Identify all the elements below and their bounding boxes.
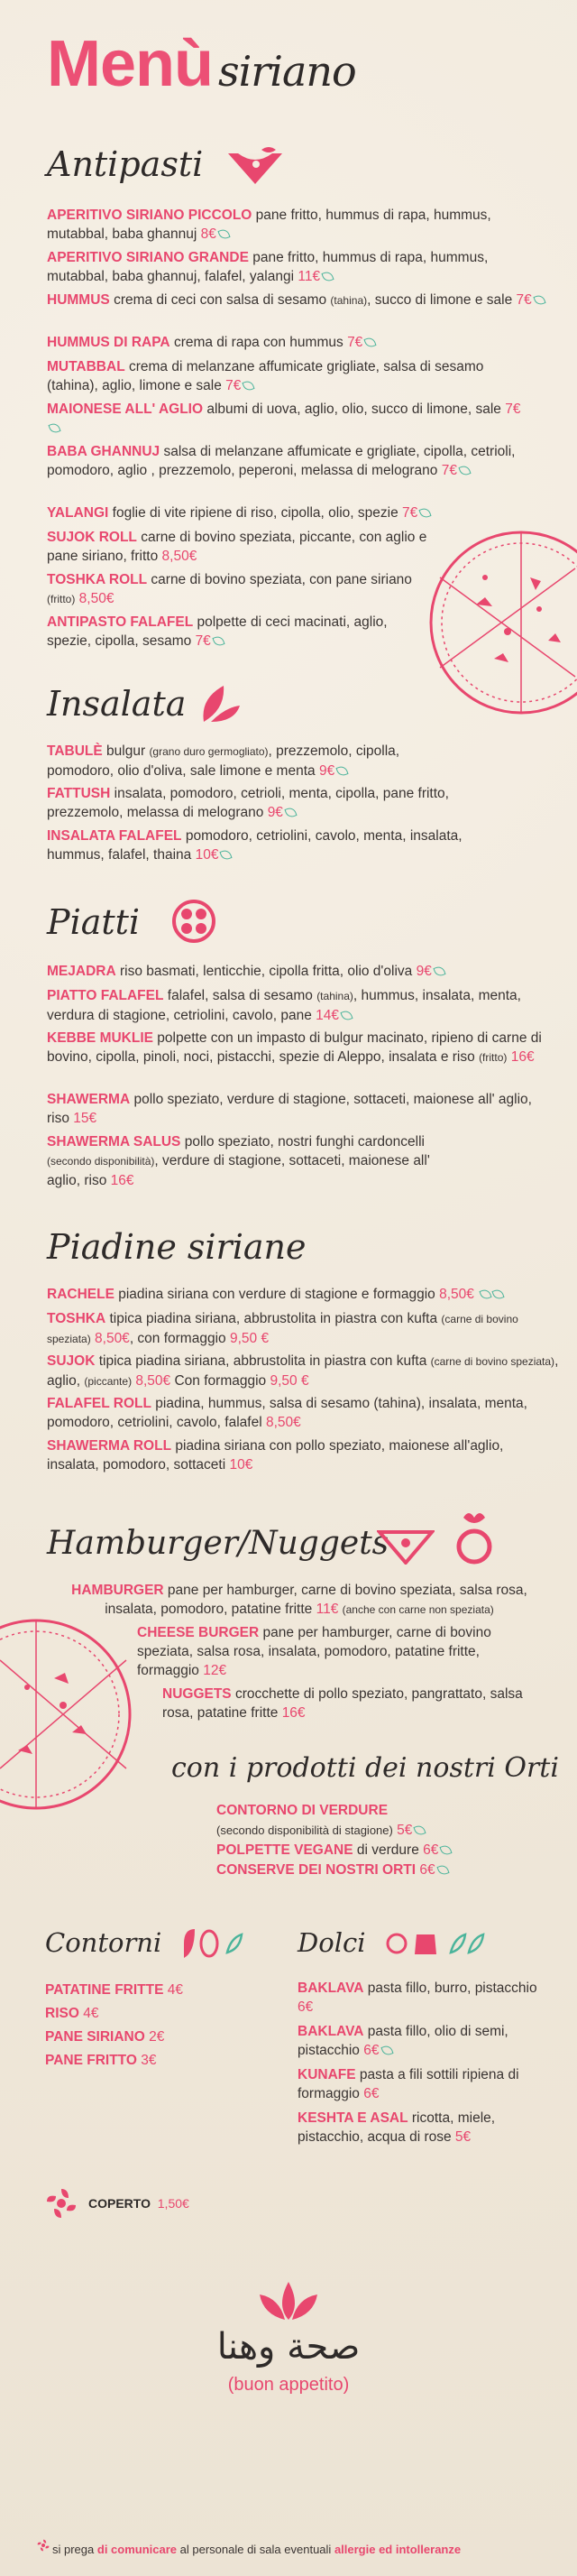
leaf-icon [414,1824,426,1836]
coperto: COPERTO 1,50€ [88,2196,189,2211]
antipasti-item-11: ANTIPASTO FALAFEL polpette di ceci macinati, aglio, spezie, cipolla, sesamo 7€ [47,614,388,649]
leaf-icon [212,634,224,647]
contorni-item-3: PANE SIRIANO 2€ [45,2029,165,2045]
slice-icon [225,146,285,186]
pizza-illustration [0,1606,135,1823]
leaves-icon [198,682,243,725]
page-title [47,27,356,101]
piadine-item-1: RACHELE piadina siriana con verdure di stagione e formaggio 8,50€ [47,1285,561,1304]
piatti-item-5: SHAWERMA SALUS pollo speziato, nostri funghi cardoncelli (secondo disponibilità), verdure di stagione, sottaceti, maionese all' aglio, riso 16€ [47,1134,430,1188]
dolci-item-1: BAKLAVA pasta fillo, burro, pistacchio 6€ [298,1980,537,2015]
piadine-item-4: FALAFEL ROLL piadina, hummus, salsa di sesamo (tahina), insalata, menta, pomodoro, cetriolini, cavolo, falafel 8,50€ [47,1396,527,1430]
piatti-item-2: PIATTO FALAFEL falafel, salsa di sesamo (tahina), hummus, insalata, menta, verdura di stagione, cetriolini, cavolo, pane 14€ [47,988,521,1023]
flower-icon [36,2538,50,2553]
orti-item-3: CONSERVE DEI NOSTRI ORTI 6€ [216,1860,541,1880]
slice-icon [377,1525,435,1565]
leaf-icon [217,227,230,240]
piadine-title: Piadine siriane [47,1227,307,1267]
piadine-item-2: TOSHKA tipica piadina siriana, abbrustolita in piastra con kufta (carne di bovino speziata) 8,50€, con formaggio 9,50 € [47,1311,518,1346]
closing-arabic: صحة وهنا [216,2326,361,2368]
dolci-title: Dolci [298,1927,366,1958]
hamburger-item-1: HAMBURGER pane per hamburger, carne di bovino speziata, salsa rosa, insalata, pomodoro, patatine fritte 11€ (anche con carne non speziata) [71,1583,527,1617]
leaf-icon [243,379,255,392]
leaf-icon [380,2044,393,2056]
dolci-icons [382,1925,490,1962]
dolci-item-2: BAKLAVA pasta fillo, olio di semi, pistacchio 6€ [298,2024,508,2058]
antipasti-item-8: YALANGI foglie di vite ripiene di riso, cipolla, olio, spezie 7€ [47,503,516,522]
leaf-icon [48,421,60,434]
contorni-title: Contorni [45,1927,162,1958]
title-sub: siriano [217,47,356,96]
dolci-item-3: KUNAFE pasta a fili sottili ripiena di formaggio 6€ [298,2067,519,2101]
insalata-item-2: FATTUSH insalata, pomodoro, cetrioli, menta, cipolla, pane fritto, prezzemolo, melassa di melograno 9€ [47,786,449,820]
contorni-list [45,1979,261,2073]
flower-icon [43,2185,79,2221]
hamburger-item-2: CHEESE BURGER pane per hamburger, carne di bovino speziata, salsa rosa, insalata, pomodoro, patatine fritte, formaggio 12€ [137,1625,491,1678]
antipasti-item-3: HUMMUS crema di ceci con salsa di sesamo (tahina), succo di limone e sale 7€ [47,291,552,310]
piatti-item-1: MEJADRA riso basmati, lenticchie, cipolla fritta, olio d'oliva 9€ [47,962,552,981]
antipasti-item-2: APERITIVO SIRIANO GRANDE pane fritto, hummus di rapa, hummus, mutabbal, baba ghannuj, falafel, yalangi 11€ [47,250,489,284]
dolci-list [298,1979,541,2147]
antipasti-item-7: BABA GHANNUJ salsa di melanzane affumicate e grigliate, cipolla, cetrioli, pomodoro, aglio , prezzemolo, peperoni, melassa di melograno 7€ [47,444,516,478]
pizza-illustration [422,523,577,722]
antipasti-item-10: TOSHKA ROLL carne di bovino speziata, con pane siriano (fritto) 8,50€ [47,572,412,606]
leaf-icon [458,464,471,476]
leaf-icon [322,270,334,282]
leaf-icon [492,1288,505,1300]
orti-item-2: POLPETTE VEGANE di verdure 6€ [216,1841,541,1860]
piatti-item-4: SHAWERMA pollo speziato, verdure di stagione, sottaceti, maionese all' aglio, riso 15€ [47,1092,532,1126]
hamburger-title: Hamburger/Nuggets [47,1525,389,1562]
leaf-icon [440,1843,453,1856]
antipasti-item-1: APERITIVO SIRIANO PICCOLO pane fritto, hummus di rapa, hummus, mutabbal, baba ghannuj 8€ [47,208,491,242]
closing-italian: (buon appetito) [227,2375,350,2395]
antipasti-title: Antipasti [47,144,204,184]
piadine-item-3: SUJOK tipica piadina siriana, abbrustolita in piastra con kufta (carne di bovino speziata), aglio, (piccante) 8,50€ Con formaggio 9,50 € [47,1353,559,1389]
contorni-item-2: RISO 4€ [45,2006,99,2021]
piatti-title: Piatti [47,902,141,942]
orti-title: con i prodotti dei nostri Orti [171,1752,559,1784]
leaf-icon [220,848,233,861]
allergy-note: si prega di comunicare al personale di sala eventuali allergie ed intolleranze [52,2543,462,2556]
antipasti-item-9: SUJOK ROLL carne di bovino speziata, piccante, con aglio e pane siriano, fritto 8,50€ [47,530,427,564]
leaf-icon [436,1863,449,1876]
dolci-item-4: KESHTA E ASAL ricotta, miele, pistacchio, acqua di rose 5€ [298,2110,496,2145]
leaf-icon [480,1288,492,1300]
leaf-icon [533,293,545,306]
title-main: Menù [47,28,213,100]
orti-item-1: CONTORNO DI VERDURE [216,1803,389,1818]
orti-item-1b: (secondo disponibilità di stagione) 5€ [216,1821,541,1841]
leaf-icon [433,965,445,977]
antipasti-item-4: HUMMUS DI RAPA crema di rapa con hummus 7€ [47,333,552,352]
plate-icon [171,899,216,944]
piadine-item-5: SHAWERMA ROLL piadina siriana con pollo speziato, maionese all'aglio, insalata, pomodoro, sottaceti 10€ [47,1438,504,1473]
leaf-icon [340,1009,353,1021]
leaf-icon [336,764,349,777]
leaf-icon [284,806,297,818]
antipasti-item-6: MAIONESE ALL' AGLIO albumi di uova, aglio, olio, succo di limone, sale 7€ [47,400,525,438]
lotus-icon [256,2278,321,2322]
leaf-icon [364,336,377,348]
insalata-title: Insalata [47,684,187,724]
contorni-item-1: PATATINE FRITTE 4€ [45,1982,184,1998]
insalata-item-3: INSALATA FALAFEL pomodoro, cetriolini, cavolo, menta, insalata, hummus, falafel, thaina 10€ [47,828,463,863]
antipasti-item-5: MUTABBAL crema di melanzane affumicate grigliate, salsa di sesamo (tahina), aglio, limone e sale 7€ [47,359,484,393]
contorni-item-4: PANE FRITTO 3€ [45,2053,157,2068]
hamburger-item-3: NUGGETS crocchette di pollo speziato, pangrattato, salsa rosa, patatine fritte 16€ [162,1686,523,1721]
insalata-item-1: TABULÈ bulgur (grano duro germogliato), prezzemolo, cipolla, pomodoro, olio d'oliva, sale limone e menta 9€ [47,743,400,779]
contorni-icons [177,1925,260,1962]
ring-icon [451,1509,498,1566]
leaf-icon [419,506,432,519]
piatti-item-3: KEBBE MUKLIE polpette con un impasto di bulgur macinato, ripieno di carne di bovino, cipolla, pinoli, noci, pistacchi, spezie di Aleppo, insalata e riso (fritto) 16€ [47,1030,542,1065]
orti-list [216,1801,541,1880]
